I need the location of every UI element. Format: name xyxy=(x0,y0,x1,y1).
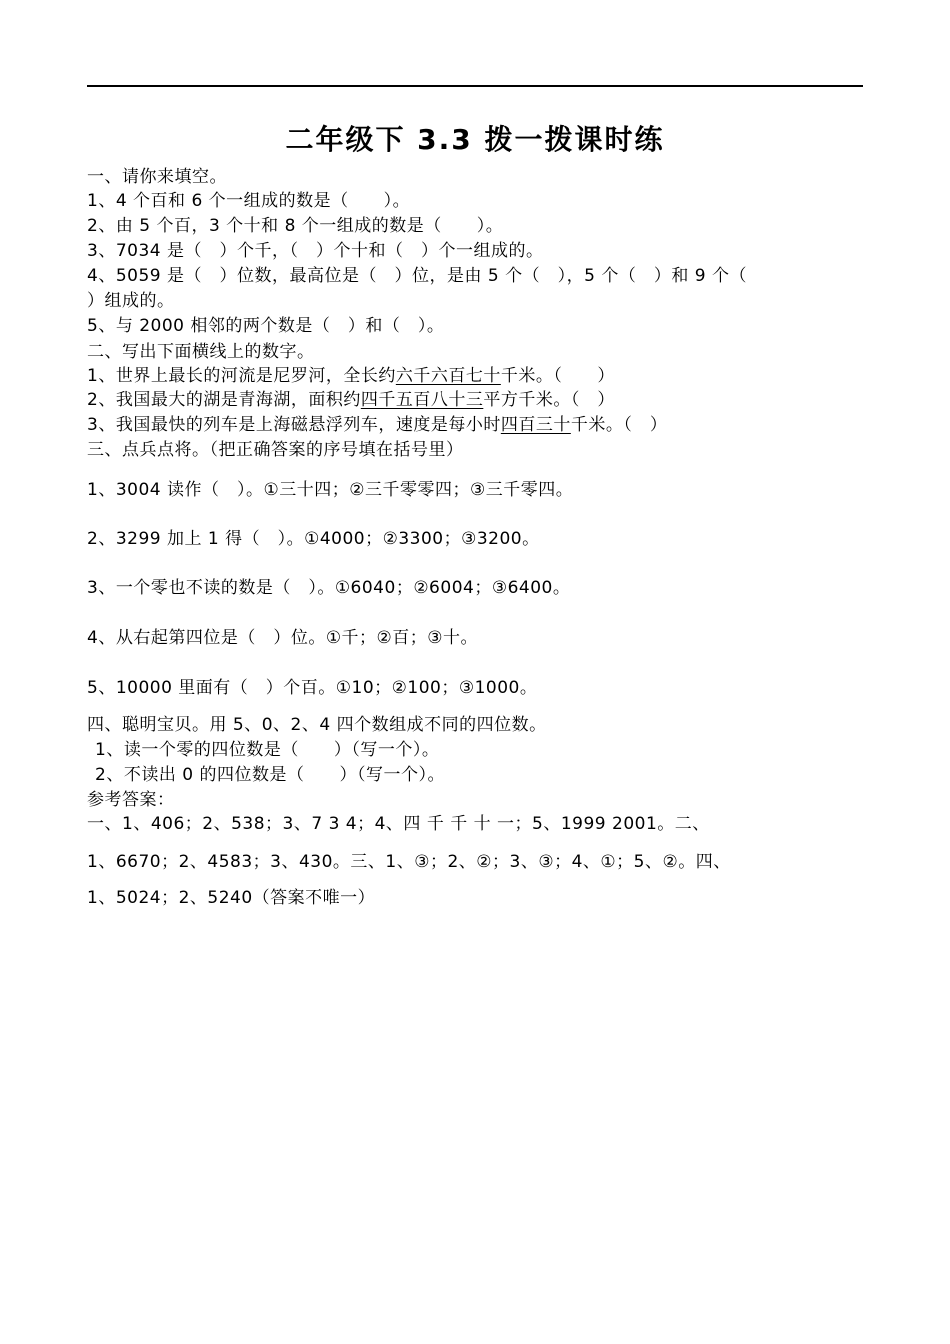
section-1-heading: 一、请你来填空。 xyxy=(87,167,227,187)
question-text: 3、我国最快的列车是上海磁悬浮列车，速度是每小时 xyxy=(87,415,501,435)
top-rule xyxy=(87,85,863,87)
answers-line-1: 一、1、406；2、538；3、7 3 4；4、四 千 千 十 一；5、1999 2001。二、 xyxy=(87,814,710,834)
section-1-question-2: 2、由 5 个百，3 个十和 8 个一组成的数是（ ）。 xyxy=(87,216,504,236)
document-title: 二年级下 3.3 拨一拨课时练 xyxy=(285,123,665,156)
section-3-question-2: 2、3299 加上 1 得（ ）。①4000；②3300；③3200。 xyxy=(87,529,540,549)
section-4-question-1: 1、读一个零的四位数是（ ）（写一个）。 xyxy=(95,740,440,760)
question-text: 千米。（ ） xyxy=(500,366,615,386)
underlined-number: 四千五百八十三 xyxy=(360,390,484,410)
question-text: 2、我国最大的湖是青海湖，面积约 xyxy=(87,390,361,410)
section-2-question-3 xyxy=(87,413,867,437)
section-3-question-4: 4、从右起第四位是（ ）位。①千；②百；③十。 xyxy=(87,628,479,648)
answers-line-3: 1、5024；2、5240（答案不唯一） xyxy=(87,888,376,908)
section-4-question-2: 2、不读出 0 的四位数是（ ）（写一个）。 xyxy=(95,765,445,785)
section-1-question-4-cont: ）组成的。 xyxy=(87,291,175,311)
section-1-question-3: 3、7034 是（ ）个千，（ ）个十和（ ）个一组成的。 xyxy=(87,241,544,261)
section-2-heading: 二、写出下面横线上的数字。 xyxy=(87,342,315,362)
underlined-number: 四百三十 xyxy=(500,415,571,435)
section-1-question-4: 4、5059 是（ ）位数，最高位是（ ）位，是由 5 个（ ），5 个（ ）和 9 个（ xyxy=(87,266,747,286)
question-text: 1、世界上最长的河流是尼罗河，全长约 xyxy=(87,366,396,386)
section-3-question-1: 1、3004 读作（ ）。①三十四；②三千零零四；③三千零四。 xyxy=(87,480,574,500)
answers-heading: 参考答案： xyxy=(87,790,175,810)
section-3-heading: 三、点兵点将。（把正确答案的序号填在括号里） xyxy=(87,440,464,460)
section-2-question-2 xyxy=(87,388,867,412)
question-text: 平方千米。（ ） xyxy=(483,390,615,410)
section-3-question-5: 5、10000 里面有（ ）个百。①10；②100；③1000。 xyxy=(87,678,538,698)
underlined-number: 六千六百七十 xyxy=(395,366,501,386)
section-1-question-1: 1、4 个百和 6 个一组成的数是（ ）。 xyxy=(87,191,411,211)
question-text: 千米。（ ） xyxy=(570,415,668,435)
section-2-question-1 xyxy=(87,364,867,388)
answers-line-2: 1、6670；2、4583；3、430。三、1、③；2、②；3、③；4、①；5、②。四、 xyxy=(87,852,731,872)
section-4-heading: 四、聪明宝贝。用 5、0、2、4 四个数组成不同的四位数。 xyxy=(87,715,547,735)
section-3-question-3: 3、一个零也不读的数是（ ）。①6040；②6004；③6400。 xyxy=(87,578,571,598)
section-1-question-5: 5、与 2000 相邻的两个数是（ ）和（ ）。 xyxy=(87,316,445,336)
